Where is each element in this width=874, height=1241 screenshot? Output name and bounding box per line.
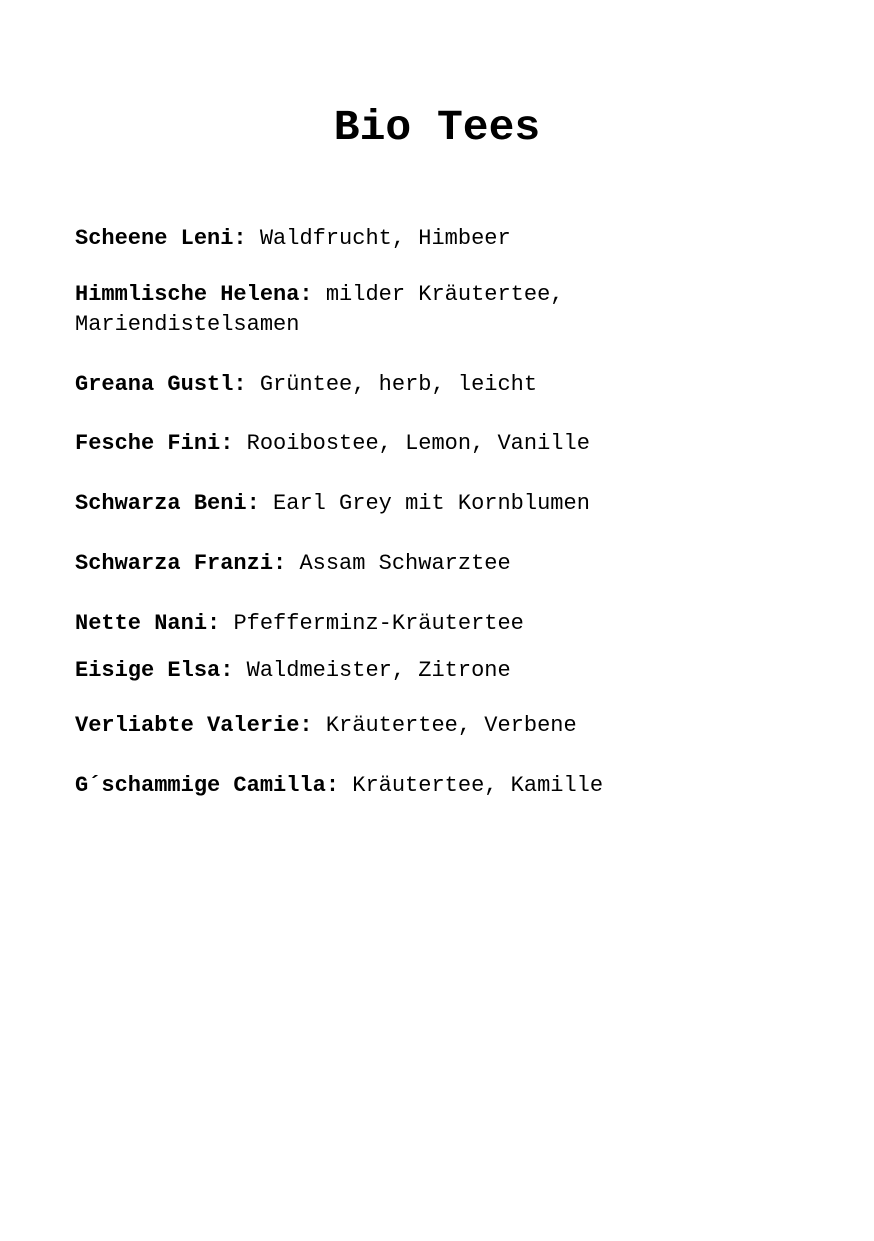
tea-entry [75, 370, 665, 400]
tea-entry [75, 224, 665, 254]
tea-description: Assam Schwarztee [299, 551, 511, 576]
tea-name: Greana Gustl: [75, 372, 247, 397]
tea-description: Earl Grey mit Kornblumen [273, 491, 590, 516]
tea-name: Eisige Elsa: [75, 658, 234, 683]
tea-name: Himmlische Helena: [75, 282, 313, 307]
tea-description: Pfefferminz-Kräutertee [233, 611, 524, 636]
tea-name: Fesche Fini: [75, 431, 234, 456]
tea-name: Nette Nani: [75, 611, 221, 636]
tea-name: Verliabte Valerie: [75, 713, 313, 738]
tea-description: Waldfrucht, Himbeer [259, 226, 511, 251]
tea-name: Schwarza Beni: [75, 491, 260, 516]
tea-entry [75, 280, 665, 340]
page-title: Bio Tees [333, 103, 541, 152]
tea-name: G´schammige Camilla: [75, 773, 340, 798]
tea-entry [75, 711, 665, 741]
tea-name: Schwarza Franzi: [75, 551, 287, 576]
tea-description: Rooibostee, Lemon, Vanille [246, 431, 590, 456]
tea-name: Scheene Leni: [75, 226, 247, 251]
tea-description: Waldmeister, Zitrone [246, 658, 511, 683]
tea-entry [75, 549, 665, 579]
tea-description: Grüntee, herb, leicht [259, 372, 538, 397]
tea-entry [75, 609, 665, 639]
tea-entry [75, 489, 665, 519]
tea-description: Kräutertee, Verbene [325, 713, 577, 738]
tea-description: Kräutertee, Kamille [352, 773, 604, 798]
tea-description: milder Kräutertee, Mariendistelsamen [75, 282, 564, 337]
tea-entry [75, 656, 665, 686]
tea-entry [75, 429, 665, 459]
tea-entry [75, 771, 715, 801]
